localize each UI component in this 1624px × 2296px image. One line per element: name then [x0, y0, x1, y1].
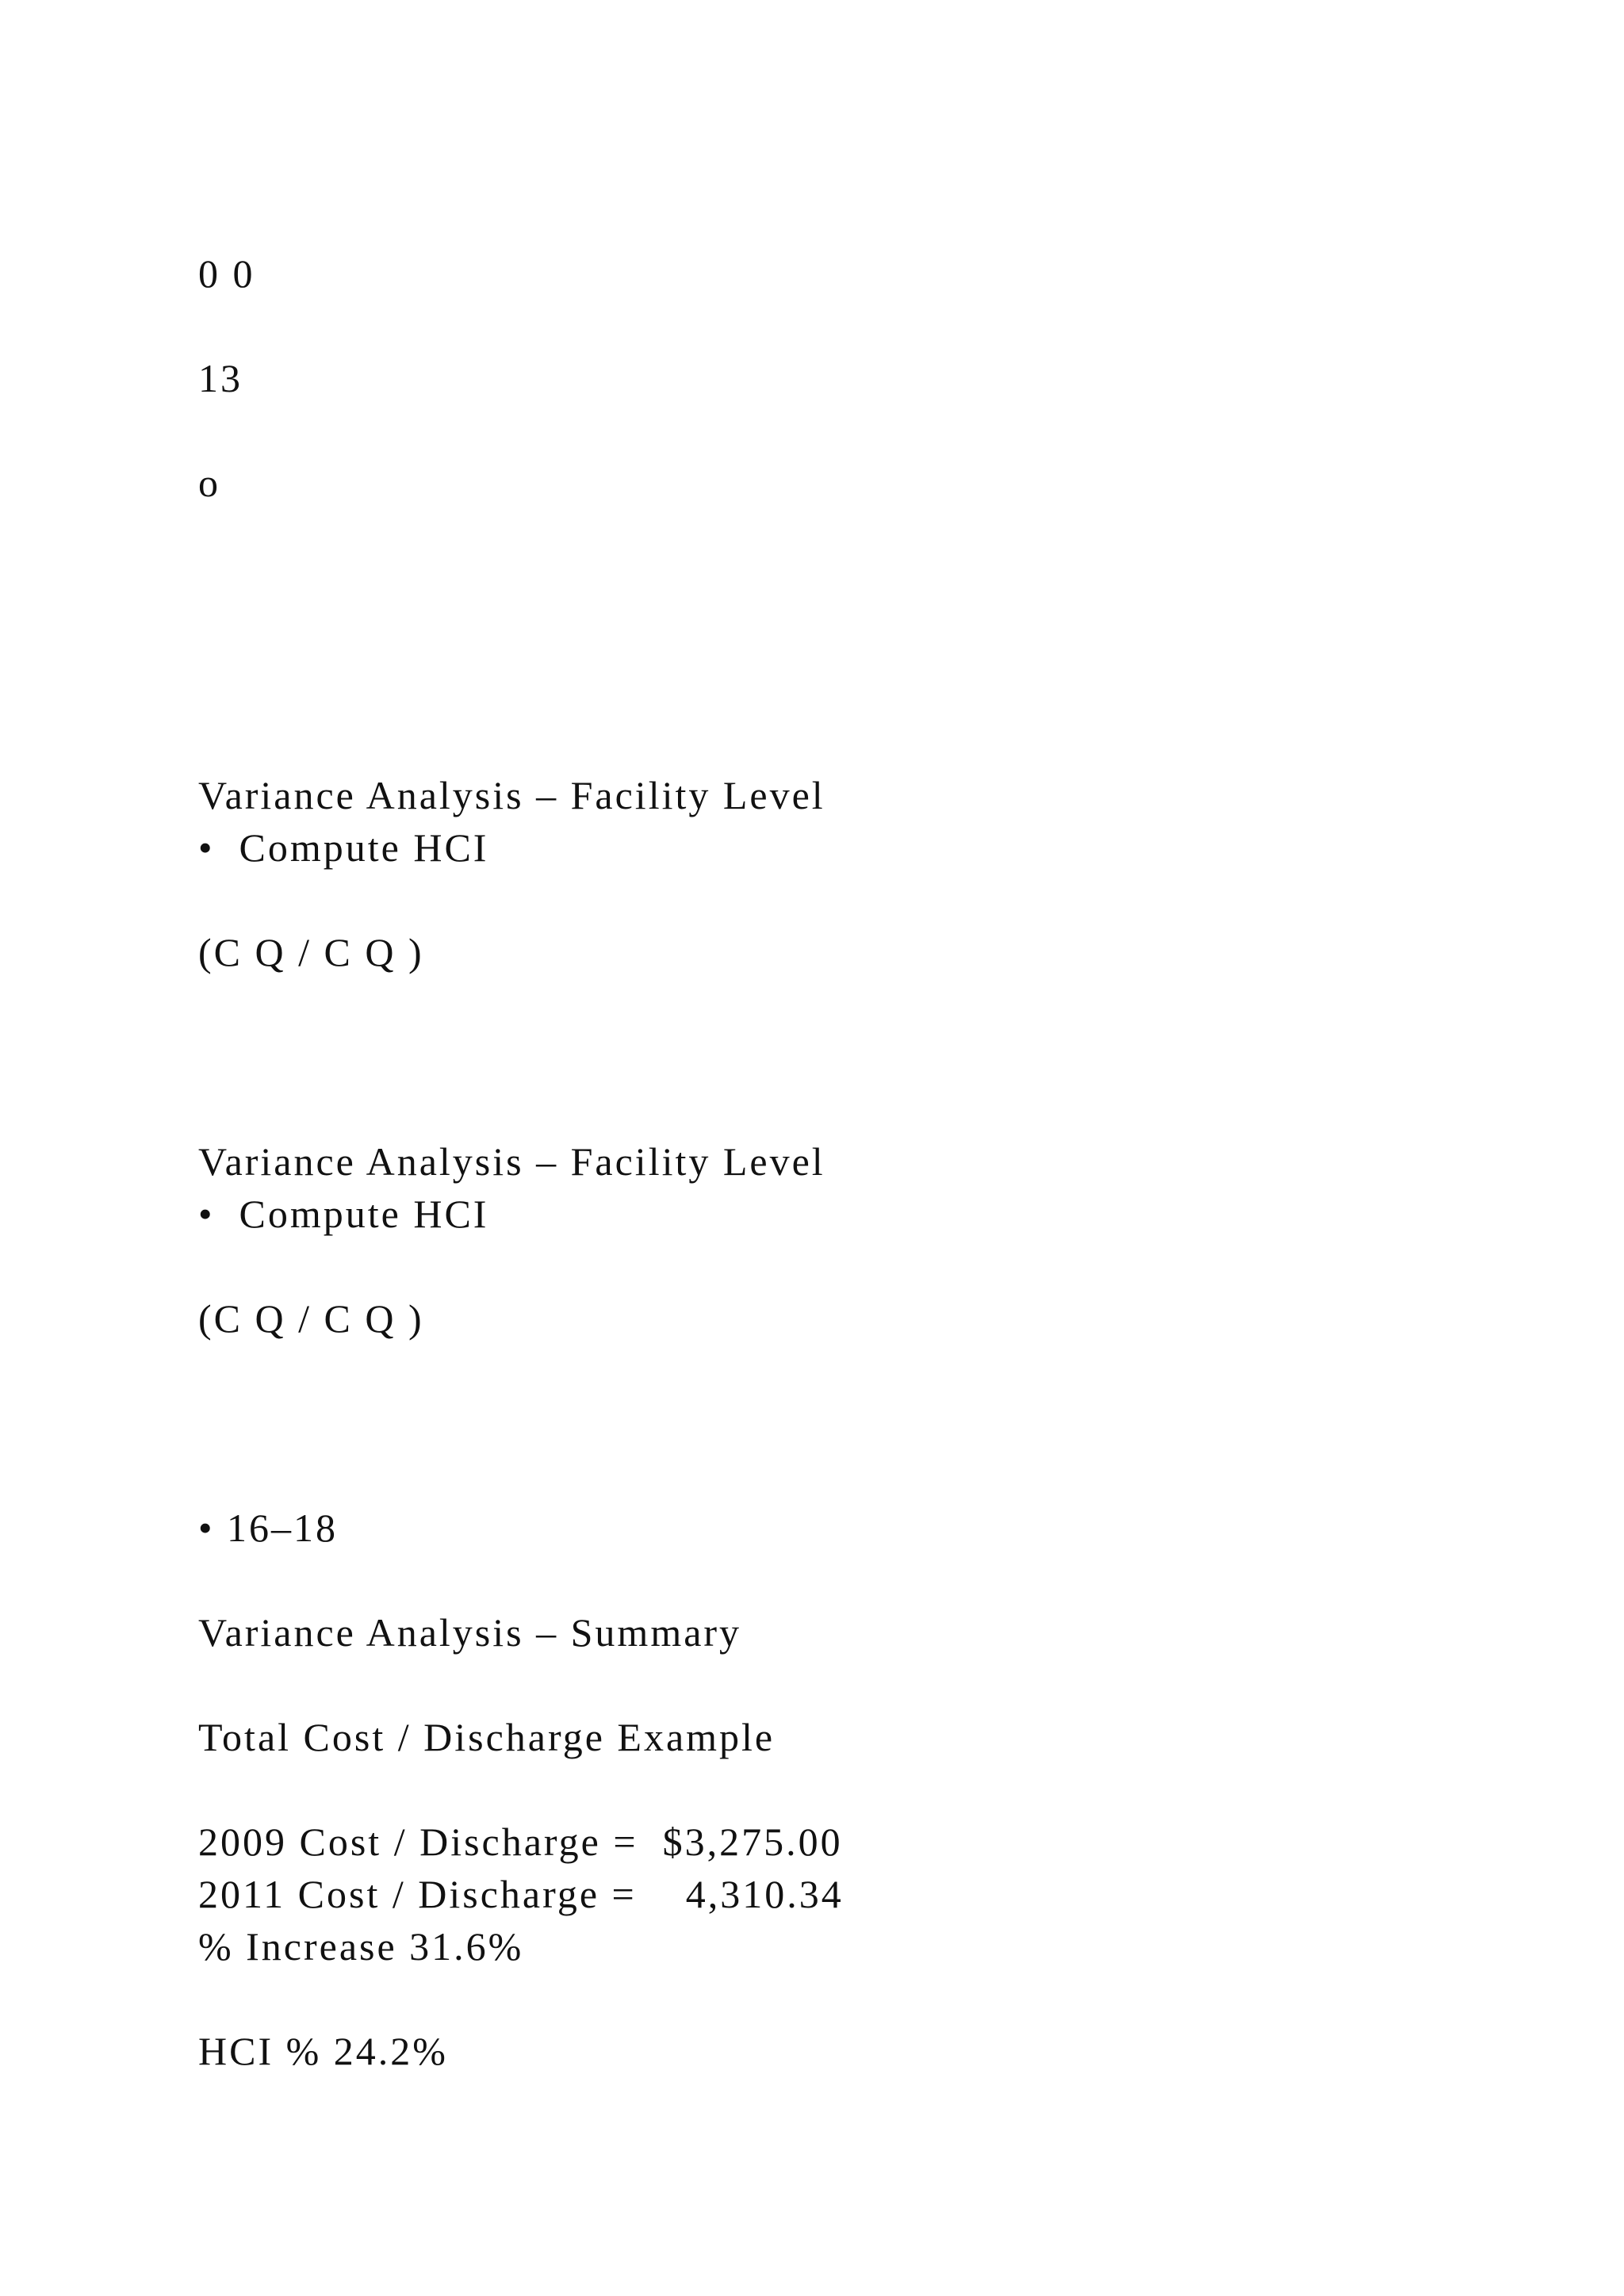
section-heading-facility-level-repeat: Variance Analysis – Facility Level: [198, 1139, 825, 1184]
example-title: Total Cost / Discharge Example: [198, 1715, 776, 1759]
formula-line: (C Q / C Q ): [198, 930, 424, 974]
bullet-compute-hci: • Compute HCI: [198, 825, 489, 870]
slide-range-bullet: • 16–18: [198, 1506, 339, 1550]
text-line-o: o: [198, 461, 220, 505]
text-line-numbers: 0 0: [198, 251, 255, 296]
percent-increase-line: % Increase 31.6%: [198, 1924, 524, 1969]
formula-line-repeat: (C Q / C Q ): [198, 1296, 424, 1341]
section-heading-summary: Variance Analysis – Summary: [198, 1610, 742, 1655]
cost-2011-line: 2011 Cost / Discharge = 4,310.34: [198, 1872, 844, 1916]
text-line-13: 13: [198, 356, 243, 400]
cost-2009-line: 2009 Cost / Discharge = $3,275.00: [198, 1820, 843, 1864]
section-heading-facility-level: Variance Analysis – Facility Level: [198, 773, 825, 817]
hci-percent-line: HCI % 24.2%: [198, 2029, 448, 2073]
bullet-compute-hci-repeat: • Compute HCI: [198, 1192, 489, 1236]
